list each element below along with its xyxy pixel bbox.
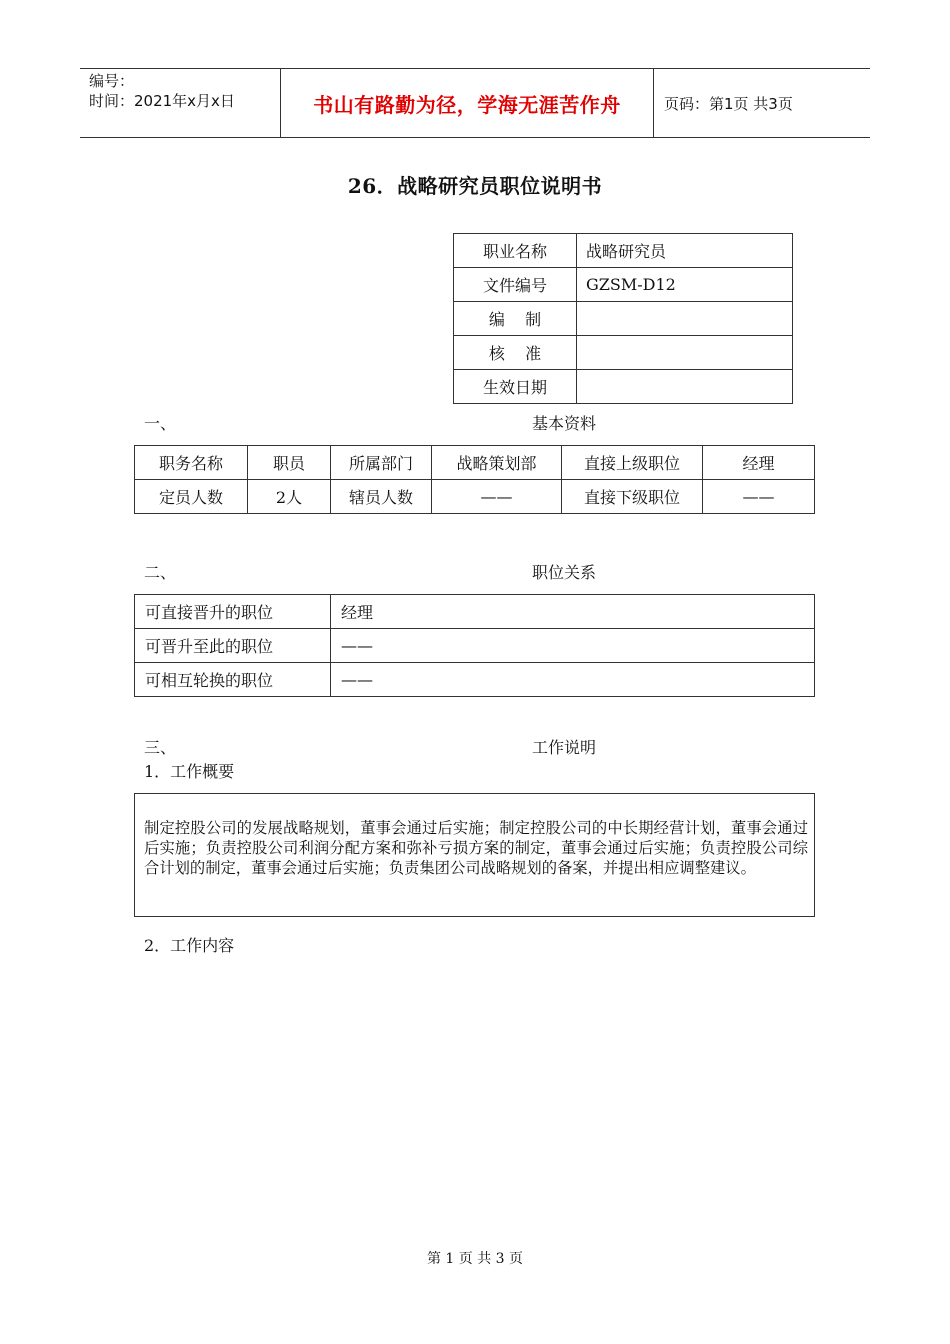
relation-label: 可晋升至此的职位 [135, 629, 331, 663]
table-row [454, 370, 793, 404]
table-row [454, 234, 793, 268]
table-cell: 职员 [248, 446, 331, 480]
section-title: 职位关系 [532, 563, 597, 582]
info-value: GZSM-D12 [577, 268, 793, 302]
position-relations-table [134, 594, 815, 697]
basic-info-table [134, 445, 815, 514]
info-label: 核 准 [454, 336, 577, 370]
table-cell: 辖员人数 [331, 480, 432, 514]
header-motto-cell [281, 69, 654, 137]
table-cell: 定员人数 [135, 480, 248, 514]
info-label: 生效日期 [454, 370, 577, 404]
table-row [454, 336, 793, 370]
info-value [577, 336, 793, 370]
info-label: 职业名称 [454, 234, 577, 268]
page-info: 页码：第1页 共3页 [664, 95, 793, 113]
document-title: 26．战略研究员职位说明书 [347, 174, 603, 198]
date-line: 时间：2021年x月x日 [89, 92, 235, 110]
section-number: 二、 [144, 563, 177, 582]
relation-value: —— [331, 663, 815, 697]
relation-value: —— [331, 629, 815, 663]
page-footer: 第 1 页 共 3 页 [426, 1251, 524, 1267]
section-number: 一、 [144, 414, 177, 433]
table-row [454, 302, 793, 336]
info-value [577, 302, 793, 336]
table-cell: 直接下级职位 [562, 480, 703, 514]
table-cell: 所属部门 [331, 446, 432, 480]
table-cell: 2人 [248, 480, 331, 514]
page-header [80, 68, 870, 138]
info-value: 战略研究员 [577, 234, 793, 268]
subsection-title: 2．工作内容 [144, 936, 235, 955]
table-row [135, 480, 815, 514]
table-row [454, 268, 793, 302]
work-summary-text: 制定控股公司的发展战略规划，董事会通过后实施；制定控股公司的中长期经营计划，董事会通过后实施；负责控股公司利润分配方案和弥补亏损方案的制定，董事会通过后实施；负责控股公司综合计划的制定，董事会通过后实施；负责集团公司战略规划的备案，并提出相应调整建议。 [144, 819, 808, 877]
table-cell: —— [432, 480, 562, 514]
table-cell: 职务名称 [135, 446, 248, 480]
info-label: 文件编号 [454, 268, 577, 302]
table-cell: —— [703, 480, 815, 514]
section-number: 三、 [144, 738, 177, 757]
info-value [577, 370, 793, 404]
section-title: 工作说明 [532, 738, 597, 757]
motto: 书山有路勤为径，学海无涯苦作舟 [313, 93, 621, 117]
header-meta [80, 69, 281, 137]
header-page-cell [654, 69, 870, 137]
relation-label: 可直接晋升的职位 [135, 595, 331, 629]
table-cell: 战略策划部 [432, 446, 562, 480]
doc-number-label: 编号： [89, 72, 135, 90]
table-row [135, 663, 815, 697]
table-row [135, 595, 815, 629]
table-cell: 直接上级职位 [562, 446, 703, 480]
info-label: 编 制 [454, 302, 577, 336]
work-summary-box [134, 793, 815, 917]
info-table [453, 233, 793, 404]
table-row [135, 629, 815, 663]
relation-value: 经理 [331, 595, 815, 629]
table-cell: 经理 [703, 446, 815, 480]
subsection-title: 1．工作概要 [144, 762, 235, 781]
section-title: 基本资料 [532, 414, 597, 433]
table-row [135, 446, 815, 480]
relation-label: 可相互轮换的职位 [135, 663, 331, 697]
